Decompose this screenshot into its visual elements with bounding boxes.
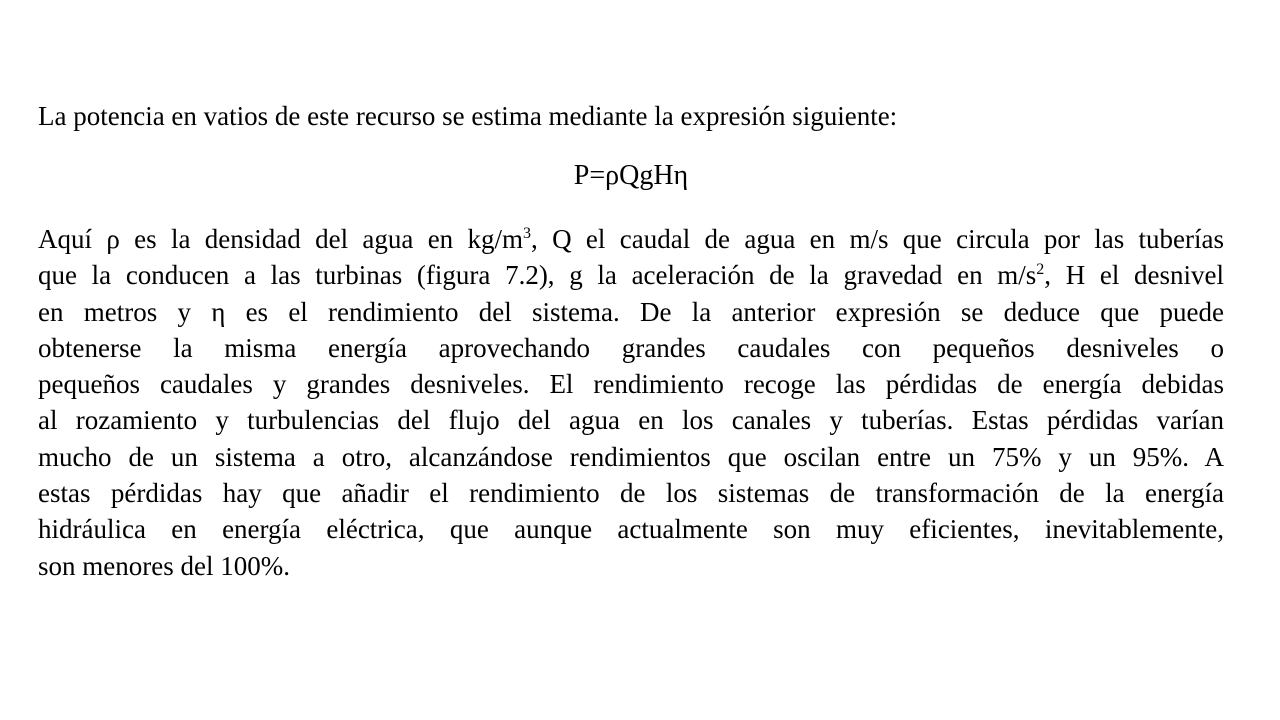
body-paragraph xyxy=(38,221,1224,584)
superscript-exponent: 3 xyxy=(523,225,532,242)
paragraph-line: obtenerse la misma energía aprovechando grandes caudales con pequeños desniveles o xyxy=(38,332,1224,363)
paragraph-line: en metros y η es el rendimiento del sistema. De la anterior expresión se deduce que puede xyxy=(38,296,1224,327)
superscript-exponent: 2 xyxy=(1036,261,1045,279)
document-page xyxy=(38,0,1224,720)
paragraph-line: hidráulica en energía eléctrica, que aunque actualmente son muy eficientes, inevitablemente, xyxy=(38,514,1224,545)
paragraph-line: que la conducen a las turbinas (figura 7.2), g la aceleración de la gravedad en $m/s^2$, H el desnivel xyxy=(38,260,1225,291)
intro-sentence: La potencia en vatios de este recurso se estima mediante la expresión siguiente: xyxy=(38,101,898,131)
paragraph-line: mucho de un sistema a otro, alcanzándose rendimientos que oscilan entre un 75% y un 95%. A xyxy=(38,441,1224,472)
power-formula: P=ρQgHη xyxy=(573,160,689,191)
paragraph-line: pequeños caudales y grandes desniveles. El rendimiento recoge las pérdidas de energía debidas xyxy=(38,369,1224,400)
paragraph-line: Aquí ρ es la densidad del agua en $kg/m^3$, Q el caudal de agua en m/s que circula por las tuberías xyxy=(38,224,1224,254)
paragraph-line: al rozamiento y turbulencias del flujo del agua en los canales y tuberías. Estas pérdidas varían xyxy=(38,405,1224,436)
paragraph-line: son menores del 100%. xyxy=(38,550,290,581)
paragraph-line: estas pérdidas hay que añadir el rendimiento de los sistemas de transformación de la energía xyxy=(38,478,1224,509)
